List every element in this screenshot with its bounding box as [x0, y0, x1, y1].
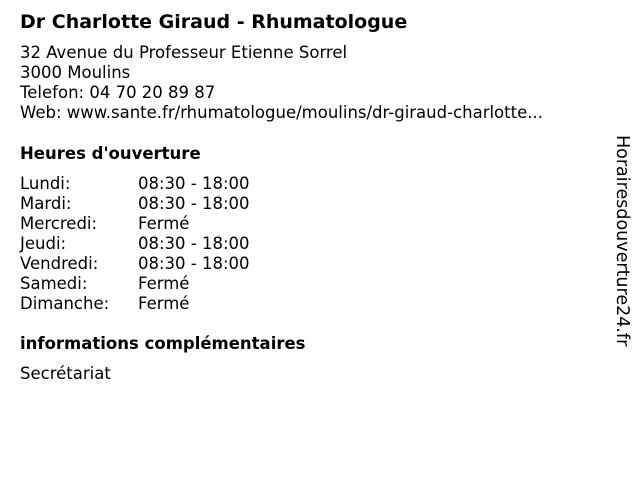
- day-label: Mercredi:: [20, 214, 98, 233]
- side-brand-watermark: [611, 135, 635, 345]
- day-label: Mardi:: [20, 194, 72, 213]
- street-address: 32 Avenue du Professeur Etienne Sorrel: [20, 43, 348, 62]
- website: Web: www.sante.fr/rhumatologue/moulins/dr-giraud-charlotte...: [20, 103, 543, 122]
- hours-value: Fermé: [138, 294, 190, 313]
- hours-value: 08:30 - 18:00: [138, 254, 250, 273]
- hours-heading: Heures d'ouverture: [20, 144, 201, 163]
- day-label: Jeudi:: [20, 234, 67, 253]
- hours-value: Fermé: [138, 214, 190, 233]
- address-block: [20, 43, 543, 123]
- hours-value: 08:30 - 18:00: [138, 194, 250, 213]
- info-heading: informations complémentaires: [20, 334, 306, 353]
- day-label: Samedi:: [20, 274, 88, 293]
- day-label: Vendredi:: [20, 254, 99, 273]
- page-title: Dr Charlotte Giraud - Rhumatologue: [20, 11, 408, 33]
- hours-value: 08:30 - 18:00: [138, 234, 250, 253]
- hours-value: Fermé: [138, 274, 190, 293]
- phone-number: Telefon: 04 70 20 89 87: [20, 83, 216, 102]
- city: 3000 Moulins: [20, 63, 131, 82]
- info-text: Secrétariat: [20, 364, 111, 383]
- hours-value: 08:30 - 18:00: [138, 174, 250, 193]
- day-label: Lundi:: [20, 174, 71, 193]
- day-label: Dimanche:: [20, 294, 110, 313]
- side-brand-text: Horairesdouverture24.fr: [612, 135, 632, 347]
